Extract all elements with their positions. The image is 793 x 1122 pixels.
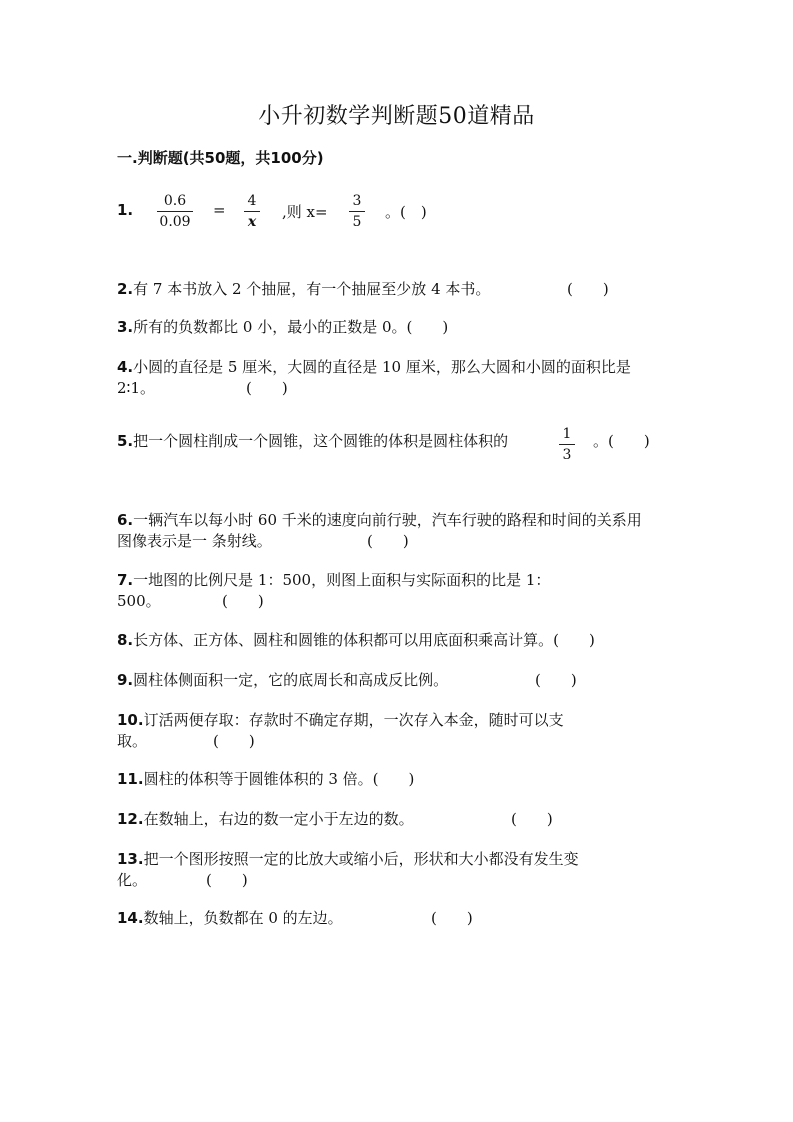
- question-number: 6.: [117, 511, 134, 529]
- question-11: [117, 768, 414, 790]
- question-text: ,则 x=: [282, 203, 328, 221]
- answer-parentheses: ( ): [567, 280, 609, 298]
- question-5: [117, 430, 508, 452]
- numerator: 3: [352, 193, 362, 209]
- fraction-4-over-x: [244, 192, 260, 231]
- page-title: 小升初数学判断题50道精品: [258, 104, 535, 129]
- fraction-bar: [244, 211, 260, 212]
- question-13-line-2: [117, 869, 147, 891]
- answer-parentheses: ( ): [206, 871, 248, 889]
- denominator: 3: [562, 447, 572, 463]
- question-14: [117, 907, 343, 929]
- question-number: 9.: [117, 671, 134, 689]
- question-number: 8.: [117, 631, 134, 649]
- question-8: [117, 629, 595, 651]
- fraction-0.6-over-0.09: [157, 192, 193, 231]
- question-number: 10.: [117, 711, 144, 729]
- answer-parentheses: ( ): [213, 732, 255, 750]
- answer-parentheses: ( ): [511, 810, 553, 828]
- question-number: 4.: [117, 358, 134, 376]
- question-text-line-1: 把一个图形按照一定的比放大或缩小后，形状和大小都没有发生变: [143, 850, 579, 868]
- numerator: 4: [247, 193, 257, 209]
- question-number: 14.: [117, 909, 144, 927]
- question-text: 把一个圆柱削成一个圆锥，这个圆锥的体积是圆柱体积的: [133, 432, 509, 450]
- question-3: [117, 316, 448, 338]
- question-10-line-2: [117, 730, 147, 752]
- fraction-bar: [559, 444, 575, 445]
- question-4: [117, 356, 631, 378]
- question-text: 圆柱体侧面积一定，它的底周长和高成反比例。: [133, 671, 449, 689]
- question-text-line-2: 取。: [117, 732, 148, 750]
- question-number: 3.: [117, 318, 134, 336]
- question-6-line-2: [117, 530, 272, 552]
- equals-sign: =: [213, 201, 226, 219]
- fraction-1-over-3: [559, 425, 575, 464]
- numerator: 0.6: [163, 193, 187, 209]
- question-text-line-1: 一辆汽车以每小时 60 千米的速度向前行驶，汽车行驶的路程和时间的关系用: [133, 511, 642, 529]
- question-12: [117, 808, 414, 830]
- question-text-line-2: 化。: [117, 871, 148, 889]
- answer-parentheses: ( ): [535, 671, 577, 689]
- question-number: 5.: [117, 432, 134, 450]
- question-9: [117, 669, 448, 691]
- question-text: 在数轴上，右边的数一定小于左边的数。: [143, 810, 414, 828]
- question-text-line-2: 500。: [117, 592, 161, 610]
- question-text-line-2: 2∶1。: [117, 379, 155, 397]
- question-7: [117, 569, 550, 591]
- question-number: 12.: [117, 810, 144, 828]
- question-number: 7.: [117, 571, 134, 589]
- fraction-3-over-5: [349, 192, 365, 231]
- answer-parentheses: 。( ): [593, 432, 650, 450]
- fraction-bar: [157, 211, 193, 212]
- question-text: 所有的负数都比 0 小，最小的正数是 0。( ): [133, 318, 449, 336]
- question-number: 13.: [117, 850, 144, 868]
- answer-parentheses: ( ): [367, 532, 409, 550]
- answer-parentheses: 。( ): [385, 203, 427, 221]
- question-text: 数轴上，负数都在 0 的左边。: [143, 909, 343, 927]
- question-text: 有 7 本书放入 2 个抽屉，有一个抽屉至少放 4 本书。: [133, 280, 491, 298]
- question-number: 11.: [117, 770, 144, 788]
- question-7-line-2: [117, 590, 161, 612]
- question-text: 圆柱的体积等于圆锥体积的 3 倍。( ): [143, 770, 415, 788]
- question-10: [117, 709, 564, 731]
- denominator: 0.09: [159, 214, 191, 230]
- question-number: 2.: [117, 280, 134, 298]
- question-13: [117, 848, 579, 870]
- answer-parentheses: ( ): [431, 909, 473, 927]
- question-2: [117, 278, 490, 300]
- question-6: [117, 509, 642, 531]
- question-text-line-1: 订活两便存取：存款时不确定存期，一次存入本金，随时可以支: [143, 711, 564, 729]
- question-text-line-1: 一地图的比例尺是 1：500，则图上面积与实际面积的比是 1：: [133, 571, 551, 589]
- numerator: 1: [562, 426, 572, 442]
- answer-parentheses: ( ): [246, 379, 288, 397]
- question-4-line-2: [117, 377, 155, 399]
- denominator: x: [247, 214, 257, 230]
- question-text-line-1: 小圆的直径是 5 厘米，大圆的直径是 10 厘米，那么大圆和小圆的面积比是: [133, 358, 631, 376]
- fraction-bar: [349, 211, 365, 212]
- denominator: 5: [352, 214, 362, 230]
- question-text-line-2: 图像表示是一 条射线。: [117, 532, 272, 550]
- question-number: 1.: [117, 201, 134, 219]
- question-text: 长方体、正方体、圆柱和圆锥的体积都可以用底面积乘高计算。( ): [133, 631, 595, 649]
- answer-parentheses: ( ): [222, 592, 264, 610]
- section-heading: 一.判断题(共50题，共100分): [117, 149, 324, 167]
